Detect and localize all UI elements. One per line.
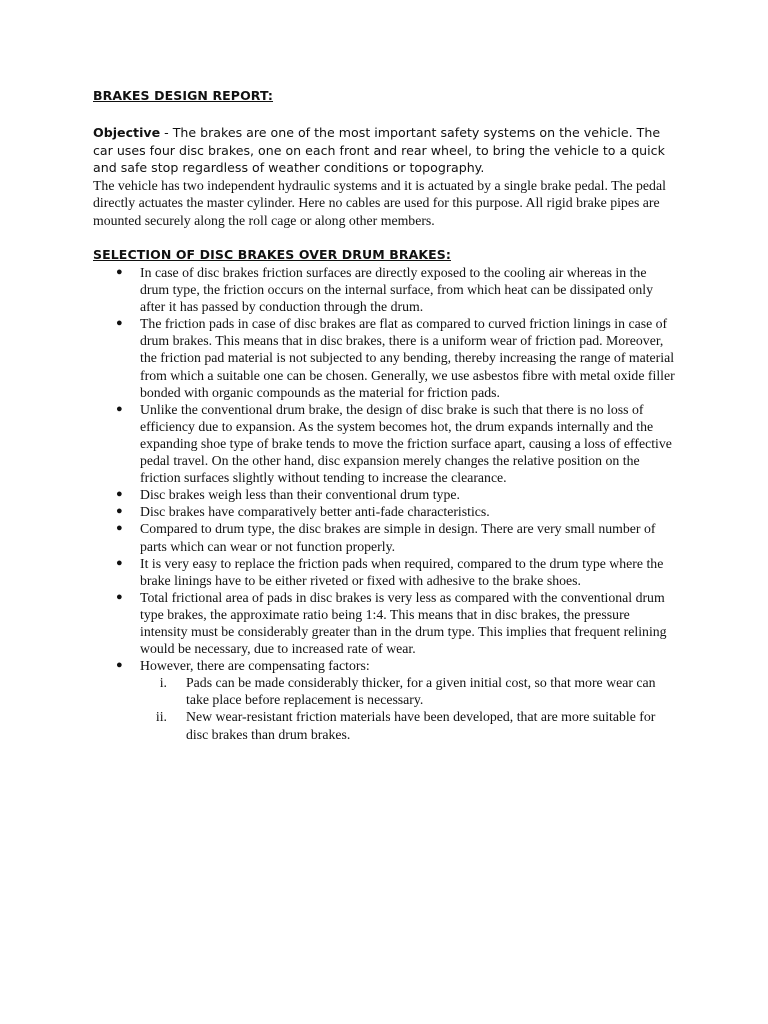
list-item-text: In case of disc brakes friction surfaces are directly exposed to the cooling air whereas in the drum type, the friction occurs on the internal surface, from which heat can be dissipated only after it has passed by conduction through the drum. xyxy=(140,265,653,315)
bullet-icon: ● xyxy=(116,556,123,569)
sub-list-item-text: New wear-resistant friction materials have been developed, that are more suitable for disc brakes than drum brakes. xyxy=(186,709,656,742)
list-item xyxy=(114,486,676,503)
report-title: BRAKES DESIGN REPORT: xyxy=(93,88,274,103)
list-item xyxy=(114,315,676,400)
compensating-factors-list xyxy=(140,674,676,742)
objective-label: Objective xyxy=(93,125,161,140)
list-item-text: Total frictional area of pads in disc brakes is very less as compared with the conventional drum type brakes, the approximate ratio being 1:4. This means that in disc brakes, the pressure intensity must be considerably greater than in the drum type. This implies that frequent relining would be necessary, due to increased rate of wear. xyxy=(140,589,667,657)
objective-text: - The brakes are one of the most important safety systems on the vehicle. The car uses four disc brakes, one on each front and rear wheel, to bring the vehicle to a quick and safe stop regardless of weather conditions or topography. xyxy=(93,125,665,175)
bullet-icon: ● xyxy=(116,317,123,330)
list-item xyxy=(114,520,676,554)
list-item-text: Compared to drum type, the disc brakes are simple in design. There are very small number of parts which can wear or not function properly. xyxy=(140,521,656,554)
list-item xyxy=(114,401,676,486)
bullet-icon: ● xyxy=(116,522,123,535)
list-item-text: Disc brakes weigh less than their conventional drum type. xyxy=(140,487,460,503)
sub-list-item-text: Pads can be made considerably thicker, for a given initial cost, so that more wear can take place before replacement is necessary. xyxy=(186,675,656,708)
list-item-text: It is very easy to replace the friction pads when required, compared to the drum type where the brake linings have to be either riveted or fixed with adhesive to the brake shoes. xyxy=(140,555,664,588)
advantages-list xyxy=(114,264,676,743)
bullet-icon: ● xyxy=(116,266,123,278)
list-item xyxy=(114,589,676,657)
sub-list-item xyxy=(140,708,676,742)
bullet-icon: ● xyxy=(116,488,123,501)
section-heading: SELECTION OF DISC BRAKES OVER DRUM BRAKES: xyxy=(93,247,451,262)
roman-numeral-marker: ii. xyxy=(155,709,167,725)
bullet-icon: ● xyxy=(116,402,123,415)
list-item-text: Unlike the conventional drum brake, the design of disc brake is such that there is no loss of efficiency due to expansion. As the system becomes hot, the drum expands internally and the expanding shoe type of brake tends to move the friction surface apart, causing a loss of effective pedal travel. On the other hand, disc expansion merely changes the relative position on the friction surfaces slightly without tending to increase the clearance. xyxy=(140,401,672,486)
list-item-text: Disc brakes have comparatively better anti-fade characteristics. xyxy=(140,504,490,520)
vehicle-paragraph: The vehicle has two independent hydraulic systems and it is actuated by a single brake pedal. The pedal directly actuates the master cylinder. Here no cables are used for this purpose. All rigid brake pipes are mounted securely along the roll cage or along other members. xyxy=(93,178,666,228)
list-item xyxy=(114,264,676,315)
sub-list-item xyxy=(140,674,676,708)
bullet-icon: ● xyxy=(116,590,123,603)
roman-numeral-marker: i. xyxy=(159,675,167,691)
list-item-text: However, there are compensating factors: xyxy=(140,658,370,674)
bullet-icon: ● xyxy=(116,659,123,672)
objective-paragraph xyxy=(93,124,683,177)
list-item xyxy=(114,657,676,742)
list-item xyxy=(114,555,676,589)
bullet-icon: ● xyxy=(116,505,123,518)
list-item-text: The friction pads in case of disc brakes are flat as compared to curved friction linings in case of drum brakes. This means that in disc brakes, there is a uniform wear of friction pad. Moreover, the friction pad material is not subjected to any bending, thereby increasing the range of material from which a suitable one can be chosen. Generally, we use asbestos fibre with metal oxide filler bonded with organic compounds as the material for friction pads. xyxy=(140,316,675,400)
list-item xyxy=(114,503,676,520)
